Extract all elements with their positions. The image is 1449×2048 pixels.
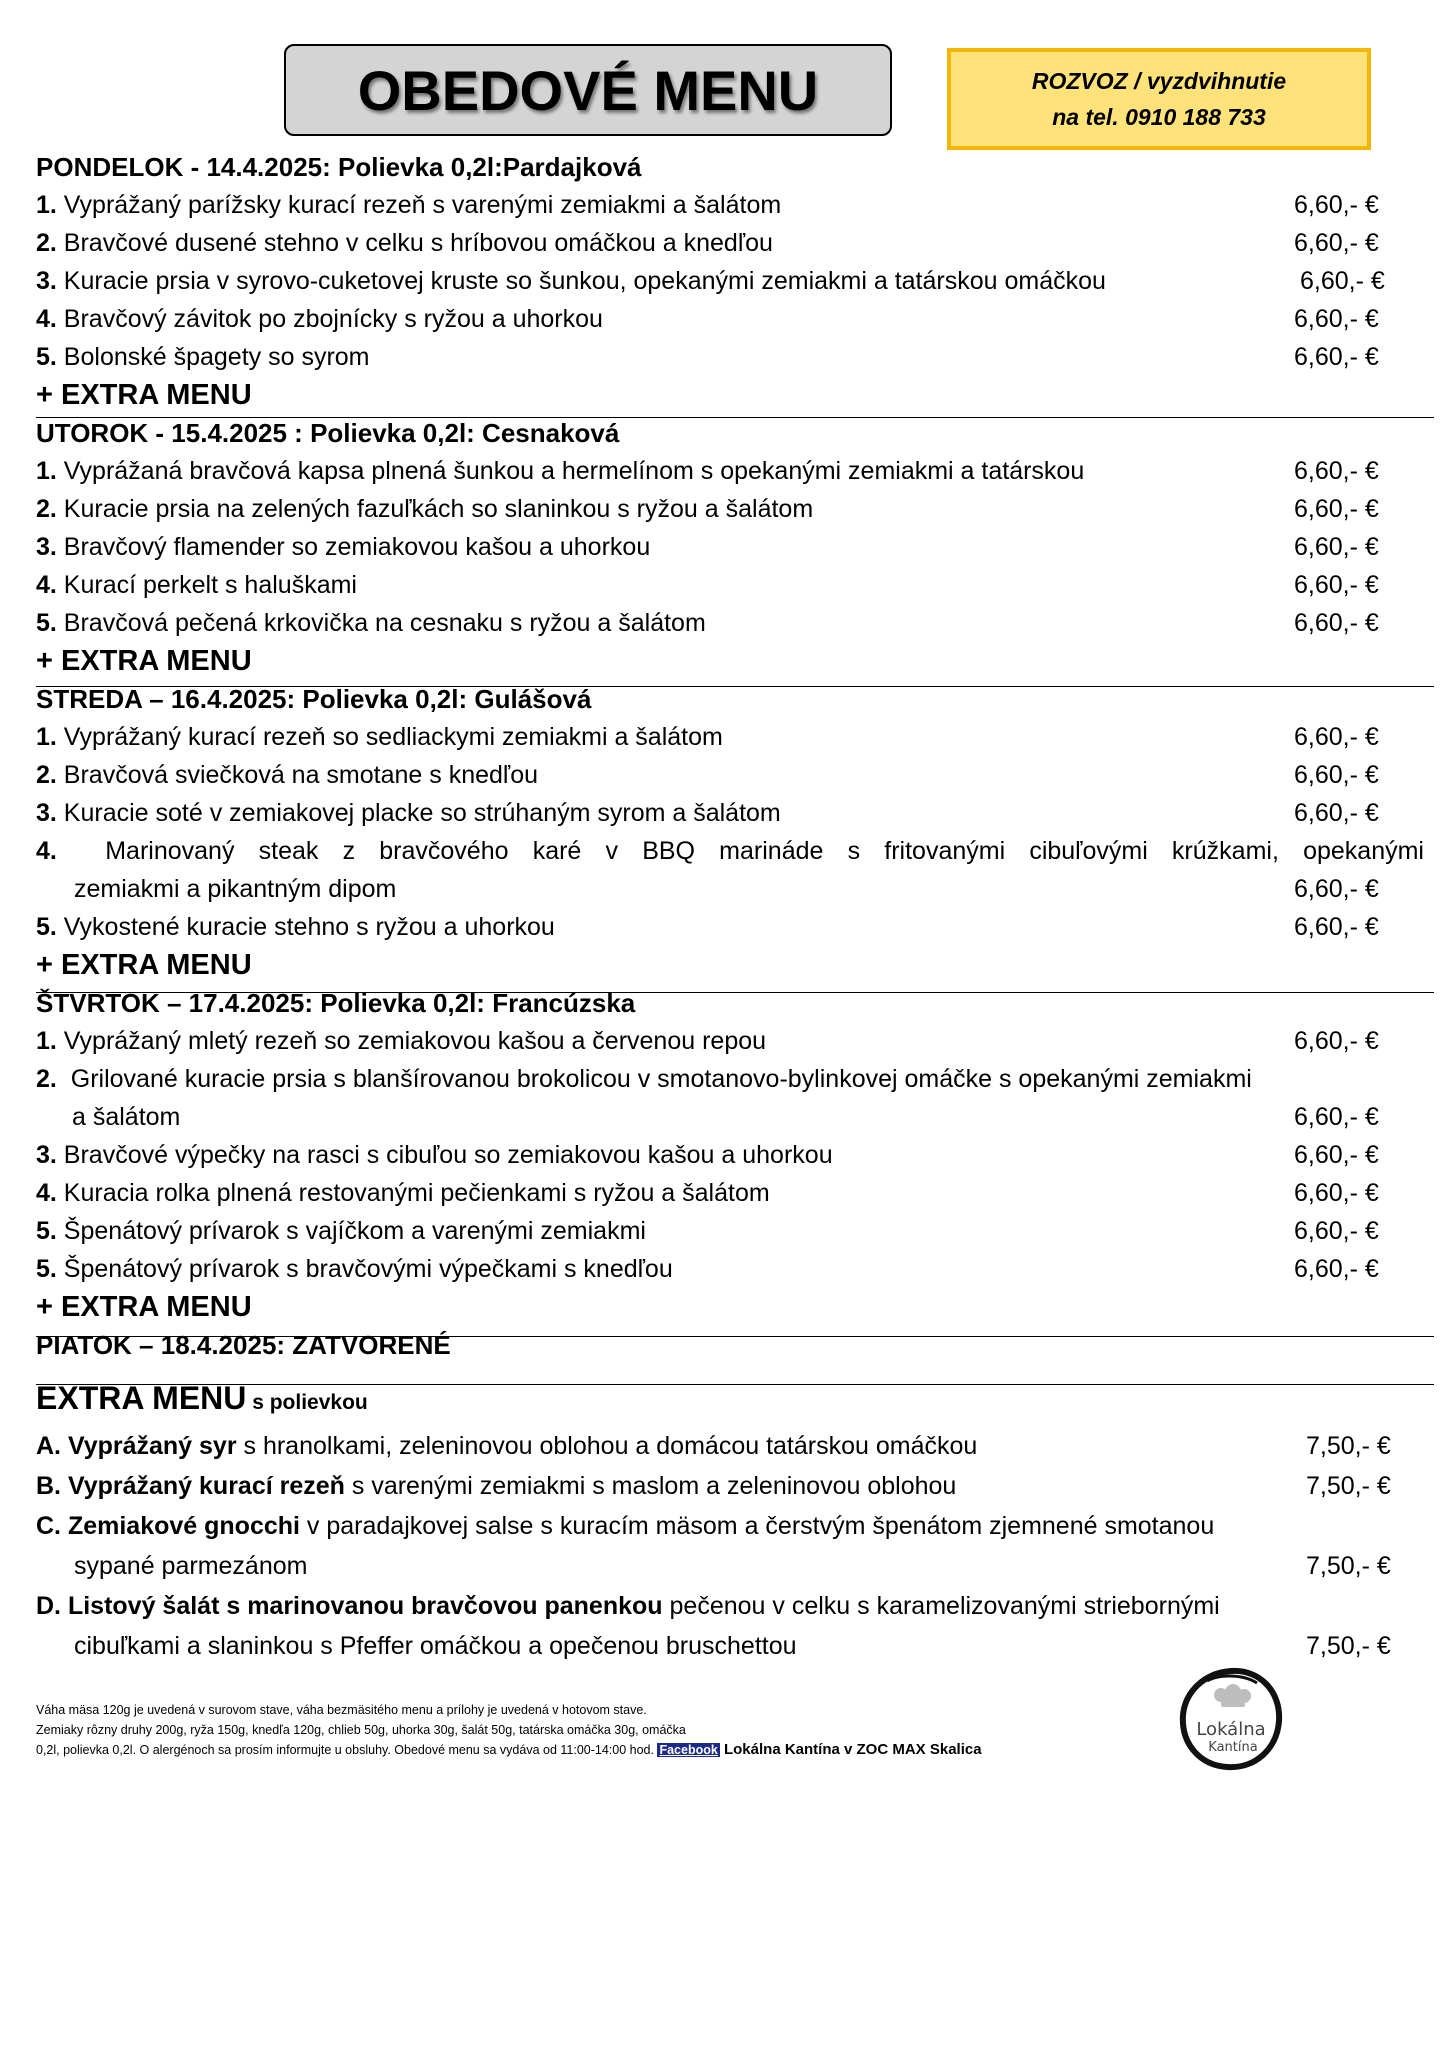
- menu-item: 1. Vyprážaná bravčová kapsa plnená šunkou a hermelínom s opekanými zemiakmi a tatárskou 6,60,- €: [36, 452, 1436, 490]
- item-price: 6,60,- €: [1294, 609, 1379, 637]
- item-price: 6,60,- €: [1294, 1141, 1379, 1169]
- menu-item: 2. Bravčová sviečková na smotane s knedľou 6,60,- €: [36, 756, 1436, 794]
- item-price: 6,60,- €: [1300, 267, 1385, 295]
- menu-item: 2. Grilované kuracie prsia s blanšírovanou brokolicou v smotanovo-bylinkovej omáčke s opekanými zemiakmi a šalátom 6,60,- €: [36, 1060, 1436, 1136]
- item-price: 6,60,- €: [1294, 305, 1379, 333]
- menu-item: 3. Kuracie soté v zemiakovej placke so strúhaným syrom a šalátom 6,60,- €: [36, 794, 1436, 832]
- menu-item: 4. Marinovaný steak z bravčového karé v BBQ marináde s fritovanými cibuľovými krúžkami, opekanými zemiakmi a pikantným dipom 6,60,- €: [36, 832, 1436, 908]
- item-price: 6,60,- €: [1294, 761, 1379, 789]
- day-header-friday: PIATOK – 18.4.2025: ZATVORENÉ: [36, 1330, 451, 1360]
- extra-menu-item: A. Vyprážaný syr s hranolkami, zeleninovou oblohou a domácou tatárskou omáčkou 7,50,- €: [36, 1426, 1436, 1466]
- menu-item: 1. Vyprážaný mletý rezeň so zemiakovou kašou a červenou repou 6,60,- €: [36, 1022, 1436, 1060]
- extra-menu-item: C. Zemiakové gnocchi v paradajkovej salse s kuracím mäsom a čerstvým špenátom zjemnené smotanou sypané parmezánom 7,50,- €: [36, 1506, 1436, 1586]
- divider: [36, 417, 1434, 418]
- menu-item: 3. Bravčový flamender so zemiakovou kašou a uhorkou 6,60,- €: [36, 528, 1436, 566]
- item-price: 6,60,- €: [1294, 533, 1379, 561]
- item-price: 6,60,- €: [1294, 1027, 1379, 1055]
- extra-menu-note: + EXTRA MENU: [36, 379, 252, 411]
- delivery-line-1: ROZVOZ / vyzdvihnutie: [1031, 68, 1287, 94]
- item-price: 6,60,- €: [1294, 723, 1379, 751]
- menu-item: 4. Kurací perkelt s haluškami 6,60,- €: [36, 566, 1436, 604]
- divider: [36, 686, 1434, 687]
- logo-text-line1: Lokálna: [1196, 1719, 1266, 1740]
- item-price: 6,60,- €: [1294, 1179, 1379, 1207]
- item-price: 6,60,- €: [1294, 1103, 1379, 1131]
- menu-item: 5. Bravčová pečená krkovička na cesnaku s ryžou a šalátom 6,60,- €: [36, 604, 1436, 642]
- extra-menu-note: + EXTRA MENU: [36, 645, 252, 677]
- lokalna-kantina-logo: [1177, 1665, 1285, 1773]
- item-price: 6,60,- €: [1294, 875, 1379, 903]
- menu-item: 1. Vyprážaný parížsky kurací rezeň s varenými zemiakmi a šalátom 6,60,- €: [36, 186, 1436, 224]
- day-header-tuesday: UTOROK - 15.4.2025 : Polievka 0,2l: Cesnaková: [36, 418, 620, 448]
- footer-line-2: Zemiaky rôzny druhy 200g, ryža 150g, knedľa 120g, chlieb 50g, uhorka 30g, šalát 50g, tatárska omáčka 30g, omáčka: [36, 1723, 686, 1737]
- item-price: 6,60,- €: [1294, 229, 1379, 257]
- delivery-info-box: [947, 48, 1371, 150]
- menu-item: 1. Vyprážaný kurací rezeň so sedliackymi zemiakmi a šalátom 6,60,- €: [36, 718, 1436, 756]
- footer-notes: [36, 1700, 982, 1760]
- day-header-wednesday: STREDA – 16.4.2025: Polievka 0,2l: Gulášová: [36, 684, 592, 714]
- menu-item: 5. Špenátový prívarok s vajíčkom a varenými zemiakmi 6,60,- €: [36, 1212, 1436, 1250]
- item-price: 6,60,- €: [1294, 1217, 1379, 1245]
- item-price: 6,60,- €: [1294, 1255, 1379, 1283]
- item-price: 6,60,- €: [1294, 799, 1379, 827]
- menu-title-box: [284, 44, 892, 136]
- extra-menu-note: + EXTRA MENU: [36, 949, 252, 981]
- menu-item: 3. Bravčové výpečky na rasci s cibuľou so zemiakovou kašou a uhorkou 6,60,- €: [36, 1136, 1436, 1174]
- extra-menu-title: EXTRA MENU s polievkou: [36, 1380, 368, 1416]
- item-price: 7,50,- €: [1306, 1632, 1391, 1660]
- extra-menu-subtitle: s polievkou: [246, 1391, 368, 1414]
- divider: [36, 992, 1434, 993]
- item-price: 7,50,- €: [1306, 1552, 1391, 1580]
- item-price: 6,60,- €: [1294, 191, 1379, 219]
- item-price: 6,60,- €: [1294, 913, 1379, 941]
- item-price: 6,60,- €: [1294, 571, 1379, 599]
- menu-item: 4. Bravčový závitok po zbojnícky s ryžou a uhorkou 6,60,- €: [36, 300, 1436, 338]
- footer-line-3: 0,2l, polievka 0,2l. O alergénoch sa prosím informujte u obsluhy. Obedové menu sa vydáva od 11:00-14:00 hod. Facebook Lokálna Kantína v ZOC MAX Skalica: [36, 1741, 982, 1758]
- extra-menu-item: D. Listový šalát s marinovanou bravčovou panenkou pečenou v celku s karamelizovanými striebornými cibuľkami a slaninkou s Pfeffer omáčkou a opečenou bruschettou 7,50,- €: [36, 1586, 1436, 1666]
- item-price: 7,50,- €: [1306, 1472, 1391, 1500]
- menu-item: 2. Bravčové dusené stehno v celku s hríbovou omáčkou a knedľou 6,60,- €: [36, 224, 1436, 262]
- facebook-page-name: Lokálna Kantína v ZOC MAX Skalica: [719, 1741, 982, 1758]
- extra-menu-list: [36, 1426, 1436, 1666]
- item-price: 7,50,- €: [1306, 1432, 1391, 1460]
- extra-menu-item: B. Vyprážaný kurací rezeň s varenými zemiakmi s maslom a zeleninovou oblohou 7,50,- €: [36, 1466, 1436, 1506]
- logo-text-line2: Kantína: [1208, 1740, 1258, 1755]
- menu-item: 4. Kuracia rolka plnená restovanými pečienkami s ryžou a šalátom 6,60,- €: [36, 1174, 1436, 1212]
- menu-item: 5. Špenátový prívarok s bravčovými výpečkami s knedľou 6,60,- €: [36, 1250, 1436, 1288]
- day-header-thursday: ŠTVRTOK – 17.4.2025: Polievka 0,2l: Francúzska: [36, 988, 636, 1018]
- footer-line-1: Váha mäsa 120g je uvedená v surovom stave, váha bezmäsitého menu a prílohy je uvedená v hotovom stave.: [36, 1703, 647, 1717]
- menu-title: OBEDOVÉ MENU: [357, 58, 819, 122]
- item-price: 6,60,- €: [1294, 343, 1379, 371]
- menu-item: 3. Kuracie prsia v syrovo-cuketovej kruste so šunkou, opekanými zemiakmi a tatárskou omáčkou 6,60,- €: [36, 262, 1436, 300]
- delivery-phone: na tel. 0910 188 733: [1052, 104, 1266, 130]
- menu-item: 5. Vykostené kuracie stehno s ryžou a uhorkou 6,60,- €: [36, 908, 1436, 946]
- item-price: 6,60,- €: [1294, 495, 1379, 523]
- menu-item: 2. Kuracie prsia na zelených fazuľkách so slaninkou s ryžou a šalátom 6,60,- €: [36, 490, 1436, 528]
- divider: [36, 1336, 1434, 1337]
- item-price: 6,60,- €: [1294, 457, 1379, 485]
- day-header-monday: PONDELOK - 14.4.2025: Polievka 0,2l:Pardajková: [36, 152, 642, 182]
- extra-menu-note: + EXTRA MENU: [36, 1291, 252, 1323]
- menu-item: 5. Bolonské špagety so syrom 6,60,- €: [36, 338, 1436, 376]
- daily-menus: [36, 148, 1436, 1364]
- facebook-link[interactable]: Facebook: [659, 1743, 718, 1757]
